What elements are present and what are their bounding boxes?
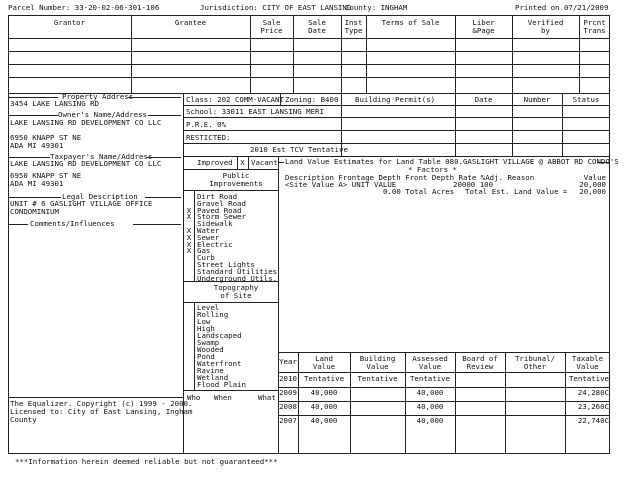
land-value-header: Value <box>583 173 606 182</box>
jurisdiction: Jurisdiction: CITY OF EAST LANSING <box>200 3 352 12</box>
history-year-cell: 2010 <box>279 374 297 383</box>
topography-item: Low <box>197 317 211 326</box>
land-value-header-1: Land <box>315 354 333 363</box>
history-taxable-cell: 24,280C <box>577 388 609 397</box>
board-review-header-1: Board of <box>462 354 498 363</box>
history-taxable-cell: Tentative <box>568 374 609 383</box>
topography-title-1: Topography <box>213 283 259 292</box>
property-address: 3454 LAKE LANSING RD <box>10 99 99 108</box>
taxable-value-header-1: Taxable <box>571 354 604 363</box>
liber-header-1: Liber <box>472 18 495 27</box>
legal-description-label: Legal Description <box>62 192 138 201</box>
printed-date: Printed on 07/21/2009 <box>515 3 609 12</box>
liber-header-2: &Page <box>472 26 495 35</box>
permit-status-header: Status <box>572 95 600 104</box>
parcel-number: Parcel Number: 33-20-02-06-301-106 <box>8 3 160 12</box>
sale-date-header-1: Sale <box>308 18 326 27</box>
improvement-item: Underground Utils. <box>197 273 278 283</box>
improvement-item: Electric <box>197 239 233 249</box>
who-label: Who <box>187 393 201 402</box>
topography-item: Swamp <box>197 338 220 347</box>
improvement-mark: X <box>186 205 192 215</box>
history-assessed-cell: 40,000 <box>416 416 444 425</box>
improvement-mark: X <box>186 232 192 242</box>
improvement-item: Water <box>197 226 220 235</box>
improvement-item: Dirt Road <box>197 192 238 201</box>
taxable-value-header-2: Value <box>576 362 599 371</box>
school-district: School: 33011 EAST LANSING MERI <box>186 107 324 116</box>
what-label: What <box>258 393 276 402</box>
assessed-value-header-2: Value <box>418 362 442 371</box>
board-review-header-2: Review <box>466 362 494 371</box>
topography-item: Ravine <box>197 366 224 375</box>
history-assessed-cell: Tentative <box>409 374 451 383</box>
building-value-header-2: Value <box>366 362 389 371</box>
history-land-cell: 40,000 <box>310 388 338 397</box>
history-year-cell: 2007 <box>279 416 297 425</box>
improvement-item: Standard Utilities <box>197 266 278 276</box>
history-land-cell: 40,000 <box>310 402 338 411</box>
tribunal-header-1: Tribunal/ <box>514 354 556 363</box>
comments-label: Comments/Influences <box>30 219 115 228</box>
taxpayer-address-line-2: ADA MI 49301 <box>10 179 64 188</box>
prcnt-header-1: Prcnt <box>583 18 606 27</box>
topography-item: Waterfront <box>197 359 242 368</box>
public-improvements-title-1: Public <box>222 171 250 180</box>
history-taxable-cell: 23,260C <box>577 402 609 411</box>
terms-header: Terms of Sale <box>381 18 440 27</box>
topography-item: Wetland <box>197 373 229 382</box>
equalizer-line-1: The Equalizer. Copyright (c) 1999 - 2000. <box>10 399 193 408</box>
history-assessed-cell: 40,000 <box>416 402 444 411</box>
owner-address-line-2: ADA MI 49301 <box>10 141 64 150</box>
land-row-description: <Site Value A> UNIT VALUE <box>285 180 397 189</box>
topography-item: Level <box>197 303 220 312</box>
sale-price-header-1: Sale <box>262 18 281 27</box>
owner-name: LAKE LANSING RD DEVELOPMENT CO LLC <box>10 118 162 127</box>
topography-title-2: of Site <box>220 291 252 300</box>
year-header: Year <box>279 357 297 366</box>
inst-type-header-2: Type <box>344 26 363 35</box>
topography-item: Landscaped <box>197 331 242 340</box>
equalizer-line-3: County <box>10 415 37 424</box>
property-address-label: Property Address <box>62 92 134 101</box>
legal-description-line-1: UNIT # 6 GASLIGHT VILLAGE OFFICE <box>10 199 153 208</box>
history-land-cell: 40,000 <box>310 416 338 425</box>
building-permits-header: Building Permit(s) <box>355 95 436 104</box>
inst-type-header-1: Inst <box>344 18 363 27</box>
sale-price-header-2: Price <box>260 26 283 35</box>
history-year-cell: 2009 <box>279 388 297 397</box>
improvement-mark: X <box>186 226 192 235</box>
land-row-value: 20,000 <box>579 180 606 189</box>
land-value-title: Land Value Estimates for Land Table 080.GASLIGHT VILLAGE @ ABBOT RD CONDO'S <box>285 157 619 166</box>
grantor-header: Grantor <box>53 18 86 27</box>
improvement-item: Gas <box>197 246 211 256</box>
grantee-header: Grantee <box>174 18 207 27</box>
public-improvements-title-2: Improvements <box>209 179 263 188</box>
equalizer-line-2: Licensed to: City of East Lansing, Ingham <box>10 407 193 416</box>
taxpayer-address-line-1: 6950 KNAPP ST NE <box>10 171 82 180</box>
history-land-cell: Tentative <box>303 374 345 383</box>
permit-number-header: Number <box>523 95 551 104</box>
legal-description-line-2: CONDOMINIUM <box>10 207 59 216</box>
topography-item: High <box>197 324 215 333</box>
land-value-header-2: Value <box>312 362 336 371</box>
verified-header-2: by <box>541 26 550 35</box>
owner-address-line-1: 6950 KNAPP ST NE <box>10 133 82 142</box>
improvement-item: Street Lights <box>197 260 255 269</box>
improvement-mark: X <box>186 239 192 249</box>
total-acres: 0.00 Total Acres <box>383 187 455 196</box>
topography-item: Wooded <box>197 345 224 354</box>
verified-header-1: Verified <box>527 18 564 27</box>
prcnt-header-2: Trans <box>583 26 606 35</box>
property-class: Class: 202 COMM-VACANT <box>186 95 284 104</box>
improvement-item: Sewer <box>197 232 220 242</box>
history-taxable-cell: 22,740C <box>577 416 609 425</box>
building-value-header-1: Building <box>359 354 396 363</box>
tribunal-header-2: Other <box>523 362 547 371</box>
improvement-mark: X <box>186 212 192 222</box>
vacant-label: Vacant <box>251 158 278 167</box>
taxpayer-name: LAKE LANSING RD DEVELOPMENT CO LLC <box>10 159 162 168</box>
disclaimer: ***Information herein deemed reliable but not guaranteed*** <box>15 457 278 466</box>
restricted: RESTICTED: <box>186 133 231 142</box>
improvement-item: Gravel Road <box>197 198 246 208</box>
when-label: When <box>214 393 232 402</box>
tcv-estimate: 2010 Est TCV Tentative <box>250 145 348 154</box>
land-columns: Description Frontage Depth Front Depth Rate %Adj. Reason <box>285 173 535 182</box>
history-building-cell: Tentative <box>357 374 398 383</box>
county: County: INGHAM <box>345 3 408 12</box>
topography-item: Pond <box>197 352 215 361</box>
history-assessed-cell: 40,000 <box>416 388 444 397</box>
improvement-mark: X <box>186 246 192 256</box>
improved-label: Improved <box>197 158 233 167</box>
owner-label: Owner's Name/Address <box>58 110 147 119</box>
improvement-item: Curb <box>197 253 215 263</box>
total-land-label: Total Est. Land Value = <box>465 187 568 196</box>
land-row-rate: 20000 100 <box>453 180 494 189</box>
total-land-value: 20,000 <box>579 187 606 196</box>
topography-item: Rolling <box>197 310 229 319</box>
pre-percent: P.R.E. 0% <box>186 120 227 129</box>
assessed-value-header-1: Assessed <box>412 354 448 363</box>
improvement-item: Paved Road <box>197 205 242 215</box>
topography-item: Flood Plain <box>197 380 246 389</box>
vacant-check-mark: X <box>240 158 245 167</box>
improvement-item: Storm Sewer <box>197 212 246 222</box>
factors-label: * Factors * <box>408 165 457 174</box>
zoning: Zoning: B400 <box>285 95 339 104</box>
sale-date-header-2: Date <box>308 26 326 35</box>
taxpayer-label: Taxpayer's Name/Address <box>50 152 153 161</box>
improvement-item: Sidewalk <box>197 219 233 229</box>
permit-date-header: Date <box>474 95 493 104</box>
history-year-cell: 2008 <box>279 402 297 411</box>
